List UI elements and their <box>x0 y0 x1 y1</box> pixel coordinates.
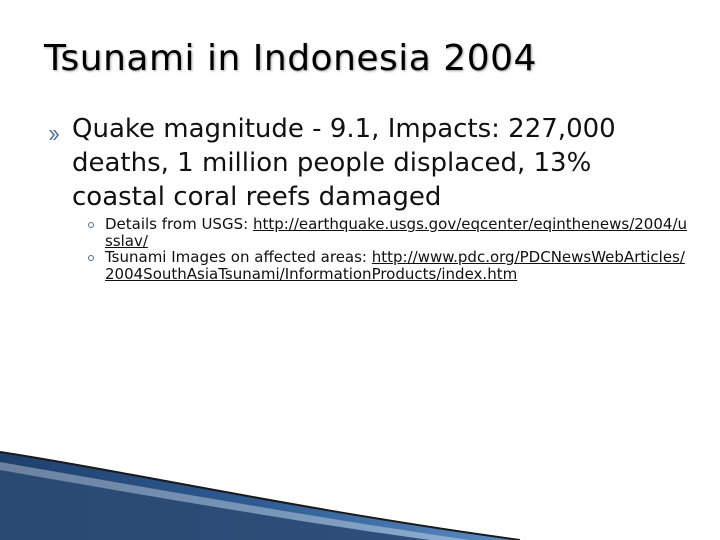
pdc-link[interactable]: http://www.pdc.org/PDCNewsWebArticles/2004SouthAsiaTsunami/InformationProducts/index.htm <box>105 248 685 283</box>
sub-bullet-label: Details from USGS: <box>105 215 249 233</box>
main-bullet-text: Quake magnitude - 9.1, Impacts: 227,000 deaths, 1 million people displaced, 13% coastal coral reefs damaged <box>72 114 616 212</box>
usgs-link[interactable]: http://earthquake.usgs.gov/eqcenter/eqinthenews/2004/usslav/ <box>105 215 687 250</box>
sub-bullet-label: Tsunami Images on affected areas: <box>105 248 367 266</box>
slide-title: Tsunami in Indonesia 2004 <box>44 38 537 79</box>
